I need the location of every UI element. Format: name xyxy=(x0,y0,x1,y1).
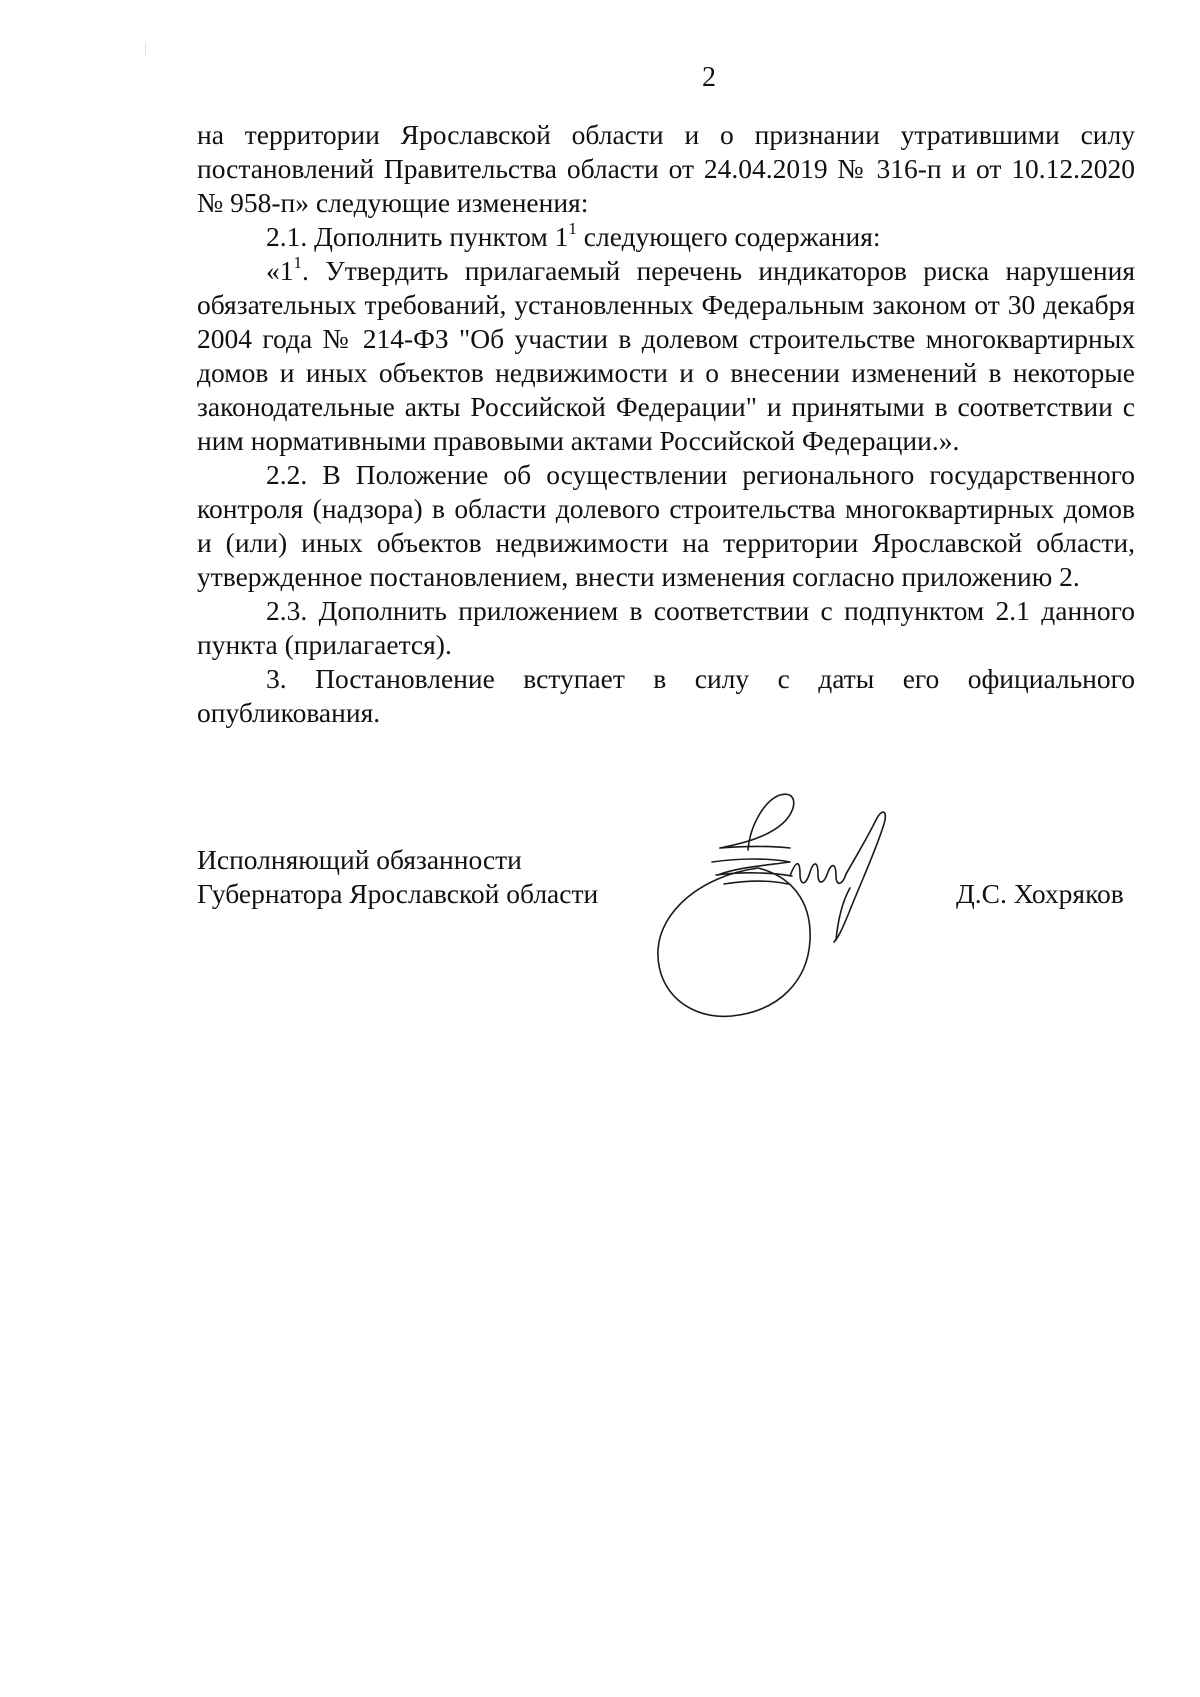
position-line-2: Губернатора Ярославской области xyxy=(197,878,599,909)
signatory-name: Д.С. Хохряков xyxy=(956,878,1124,909)
paragraph-2-1: 2.1. Дополнить пунктом $1^1$ следующего содержания: xyxy=(266,218,881,252)
paragraph-intro: на территории Ярославской области и о признании утратившими силу постановлений Правительства области от 24.04.2019 № 316-п и от 10.12.2020 № 958-п» следующие изменения: xyxy=(197,119,1135,218)
scan-artifact xyxy=(145,42,146,56)
page-number: 2 xyxy=(702,62,716,93)
paragraph-2-2: 2.2. В Положение об осуществлении регионального государственного контроля (надзора) в области долевого строительства многоквартирных домов и (или) иных объектов недвижимости на территории Ярославской области, утвержденное постановлением, внести изменения согласно приложению 2. xyxy=(197,459,1135,592)
signatory-position xyxy=(197,843,598,911)
paragraph-quoted-item: «$1^1$. Утвердить прилагаемый перечень индикаторов риска нарушения обязательных требований, установленных Федеральным законом от 30 декабря 2004 года № 214-ФЗ "Об участии в долевом строительстве многоквартирных домов и иных объектов недвижимости и о внесении изменений в некоторые законодательные акты Российской Федерации" и принятыми в соответствии с ним нормативными правовыми актами Российской Федерации.». xyxy=(197,252,1135,456)
document-body xyxy=(197,118,1135,730)
position-line-1: Исполняющий обязанности xyxy=(197,844,522,875)
paragraph-2-3: 2.3. Дополнить приложением в соответствии с подпунктом 2.1 данного пункта (прилагается). xyxy=(197,595,1135,660)
paragraph-3: 3. Постановление вступает в силу с даты его официального опубликования. xyxy=(197,663,1135,728)
handwritten-signature xyxy=(640,780,940,1040)
